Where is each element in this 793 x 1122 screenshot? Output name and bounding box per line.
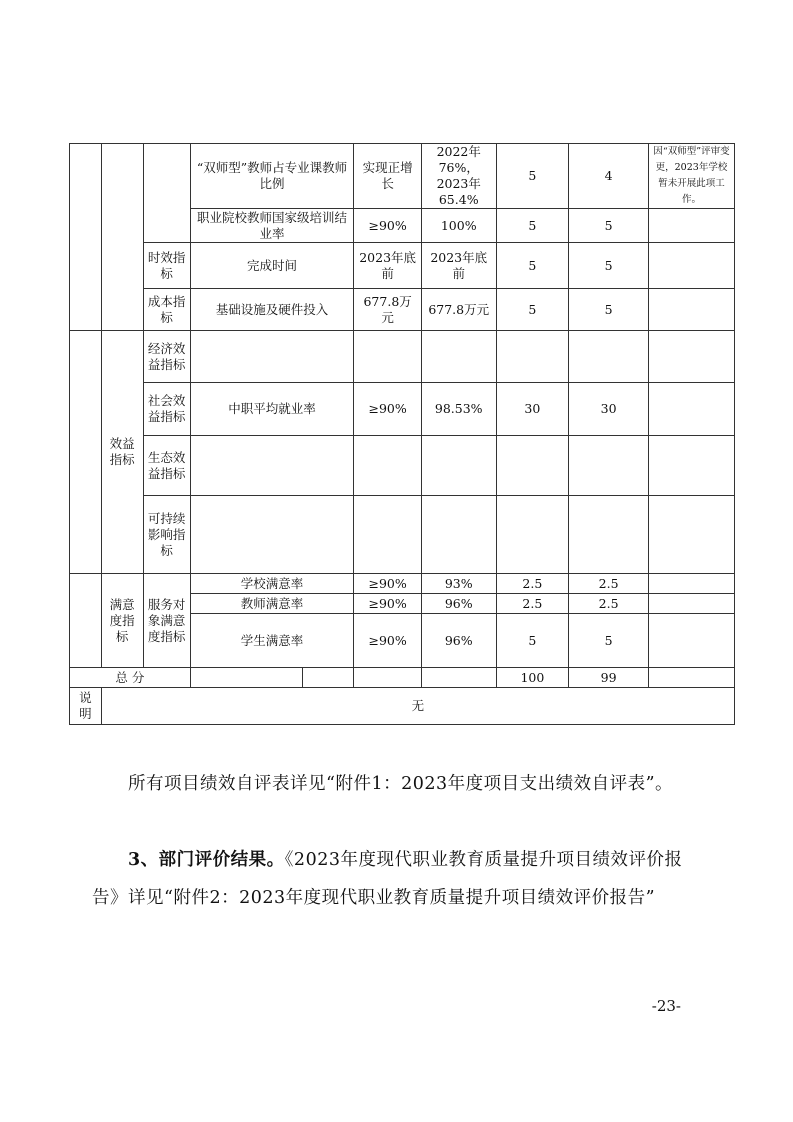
note-cell	[648, 383, 734, 436]
blank-cell	[143, 144, 190, 243]
actual-cell	[421, 331, 496, 383]
note-cell	[648, 289, 734, 331]
target-cell: ≥90%	[354, 574, 422, 594]
weight-cell	[496, 496, 569, 574]
blank-cell	[354, 668, 422, 688]
target-cell: 2023年底前	[354, 243, 422, 289]
metric-cell: 学校满意率	[190, 574, 354, 594]
note-cell	[648, 243, 734, 289]
total-score: 99	[569, 668, 649, 688]
performance-table	[69, 143, 735, 725]
score-cell	[569, 331, 649, 383]
note-cell	[648, 614, 734, 668]
blank-cell	[70, 574, 102, 668]
blank-cell	[70, 144, 102, 331]
metric-cell	[190, 331, 354, 383]
section-heading: 3、部门评价结果。	[128, 850, 285, 870]
score-cell: 4	[569, 144, 649, 209]
weight-cell: 2.5	[496, 594, 569, 614]
score-cell: 5	[569, 209, 649, 243]
actual-cell: 2022年76%，2023年65.4%	[421, 144, 496, 209]
satisfaction-category-cell: 满意度指标	[101, 574, 143, 668]
note-cell	[648, 331, 734, 383]
actual-cell: 98.53%	[421, 383, 496, 436]
category-cell: 时效指标	[143, 243, 190, 289]
score-cell	[569, 436, 649, 496]
category-cell: 可持续影响指标	[143, 496, 190, 574]
score-cell: 2.5	[569, 574, 649, 594]
target-cell	[354, 496, 422, 574]
actual-cell	[421, 436, 496, 496]
category-cell: 生态效益指标	[143, 436, 190, 496]
note-cell	[648, 594, 734, 614]
actual-cell: 100%	[421, 209, 496, 243]
target-cell: ≥90%	[354, 383, 422, 436]
blank-cell	[648, 668, 734, 688]
weight-cell	[496, 331, 569, 383]
actual-cell	[421, 496, 496, 574]
blank-cell	[303, 668, 354, 688]
weight-cell: 5	[496, 614, 569, 668]
target-cell: 677.8万元	[354, 289, 422, 331]
actual-cell: 96%	[421, 614, 496, 668]
score-cell: 30	[569, 383, 649, 436]
metric-cell: 中职平均就业率	[190, 383, 354, 436]
target-cell	[354, 436, 422, 496]
target-cell: 实现正增长	[354, 144, 422, 209]
blank-cell	[101, 144, 143, 331]
weight-cell: 30	[496, 383, 569, 436]
target-cell: ≥90%	[354, 594, 422, 614]
remark-label: 说明	[70, 688, 102, 725]
score-cell: 5	[569, 289, 649, 331]
service-category-cell: 服务对象满意度指标	[143, 574, 190, 668]
metric-cell: 学生满意率	[190, 614, 354, 668]
target-cell	[354, 331, 422, 383]
remark-value: 无	[101, 688, 734, 725]
score-cell: 5	[569, 243, 649, 289]
score-cell: 5	[569, 614, 649, 668]
actual-cell: 96%	[421, 594, 496, 614]
weight-cell: 5	[496, 144, 569, 209]
actual-cell: 2023年底前	[421, 243, 496, 289]
note-cell	[648, 436, 734, 496]
actual-cell: 93%	[421, 574, 496, 594]
category-cell: 经济效益指标	[143, 331, 190, 383]
metric-cell: 完成时间	[190, 243, 354, 289]
weight-cell: 5	[496, 243, 569, 289]
note-cell: 因“双师型”评审变更，2023年学校暂未开展此项工作。	[648, 144, 734, 209]
page-number: -23-	[651, 997, 681, 1015]
weight-cell: 5	[496, 289, 569, 331]
blank-cell	[190, 668, 303, 688]
weight-cell: 5	[496, 209, 569, 243]
blank-cell	[421, 668, 496, 688]
target-cell: ≥90%	[354, 209, 422, 243]
section-text: 《2023年度现代职业教育质量提升项目绩效评价报告》详见“附件2：2023年度现代职业教育质量提升项目绩效评价报告”	[92, 850, 683, 908]
weight-cell: 2.5	[496, 574, 569, 594]
note-cell	[648, 496, 734, 574]
note-cell	[648, 209, 734, 243]
category-cell: 成本指标	[143, 289, 190, 331]
metric-cell: 教师满意率	[190, 594, 354, 614]
score-cell: 2.5	[569, 594, 649, 614]
weight-cell	[496, 436, 569, 496]
metric-cell	[190, 436, 354, 496]
blank-cell	[70, 331, 102, 574]
metric-cell	[190, 496, 354, 574]
score-cell	[569, 496, 649, 574]
benefit-category-cell: 效益指标	[101, 331, 143, 574]
total-weight: 100	[496, 668, 569, 688]
metric-cell: 职业院校教师国家级培训结业率	[190, 209, 354, 243]
paragraph-attachment-1: 所有项目绩效自评表详见“附件1：2023年度项目支出绩效自评表”。	[128, 774, 674, 794]
category-cell: 社会效益指标	[143, 383, 190, 436]
actual-cell: 677.8万元	[421, 289, 496, 331]
target-cell: ≥90%	[354, 614, 422, 668]
metric-cell: “双师型”教师占专业课教师比例	[190, 144, 354, 209]
paragraph-department-evaluation	[92, 841, 702, 917]
note-cell	[648, 574, 734, 594]
total-label: 总 分	[70, 668, 191, 688]
metric-cell: 基础设施及硬件投入	[190, 289, 354, 331]
